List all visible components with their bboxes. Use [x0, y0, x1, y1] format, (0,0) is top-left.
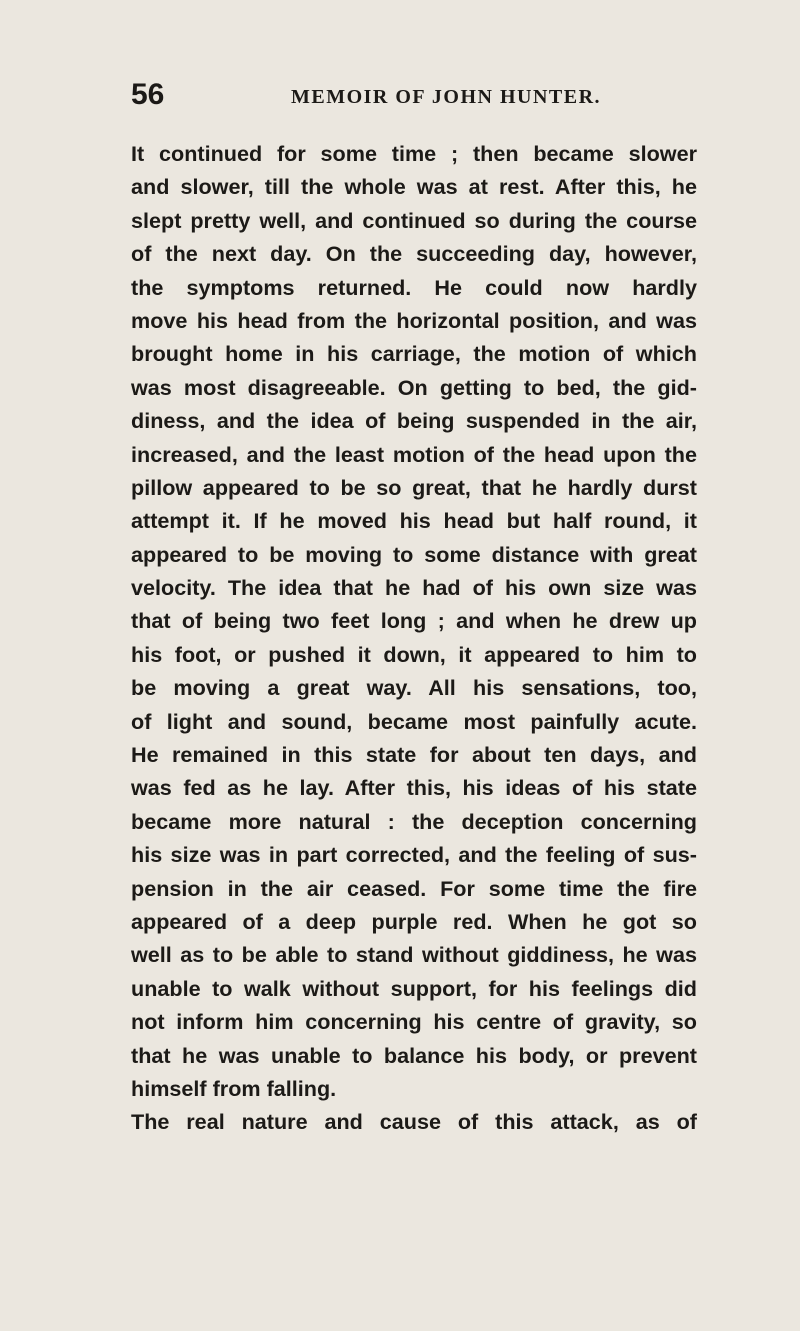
text-line: was most disagreeable. On getting to bed, the gid- [131, 374, 697, 400]
body-text [131, 137, 697, 1139]
text-line: the symptoms returned. He could now hardly [131, 274, 697, 300]
text-line: of light and sound, became most painfully acute. [131, 708, 697, 734]
text-line: not inform him concerning his centre of gravity, so [131, 1009, 697, 1035]
text-line: velocity. The idea that he had of his own size was [131, 575, 697, 601]
text-line: that of being two feet long ; and when he drew up [131, 608, 697, 634]
text-line: It continued for some time ; then became slower [131, 141, 697, 166]
running-head: MEMOIR OF JOHN HUNTER. [291, 86, 602, 108]
text-line: of the next day. On the succeeding day, however, [131, 241, 697, 267]
text-line: his size was in part corrected, and the feeling of sus- [131, 842, 697, 868]
text-line: unable to walk without support, for his feelings did [131, 975, 697, 1001]
text-line: became more natural : the deception concerning [131, 808, 697, 834]
page-number: 56 [131, 78, 165, 111]
text-line: pension in the air ceased. For some time the fire [131, 875, 697, 901]
text-line: himself from falling. [131, 1075, 337, 1101]
text-line: increased, and the least motion of the head upon the [131, 441, 697, 467]
text-line: pillow appeared to be so great, that he hardly durst [131, 474, 697, 500]
text-line: slept pretty well, and continued so during the course [131, 207, 697, 233]
text-line: and slower, till the whole was at rest. After this, he [131, 174, 697, 200]
text-line: be moving a great way. All his sensations, too, [131, 675, 697, 701]
text-line: appeared of a deep purple red. When he got so [131, 908, 697, 934]
text-line: attempt it. If he moved his head but half round, it [131, 508, 697, 534]
text-line: well as to be able to stand without giddiness, he was [131, 942, 697, 968]
text-line: move his head from the horizontal position, and was [131, 307, 697, 333]
text-line: brought home in his carriage, the motion of which [131, 341, 697, 367]
text-line: that he was unable to balance his body, or prevent [131, 1042, 697, 1068]
text-line: He remained in this state for about ten days, and [131, 742, 697, 768]
page-header [131, 78, 696, 118]
text-line: his foot, or pushed it down, it appeared to him to [131, 641, 697, 667]
text-line: appeared to be moving to some distance with great [131, 541, 697, 567]
text-line: The real nature and cause of this attack, as of [131, 1109, 697, 1135]
text-line: diness, and the idea of being suspended in the air, [131, 408, 697, 434]
text-line: was fed as he lay. After this, his ideas of his state [131, 775, 697, 801]
